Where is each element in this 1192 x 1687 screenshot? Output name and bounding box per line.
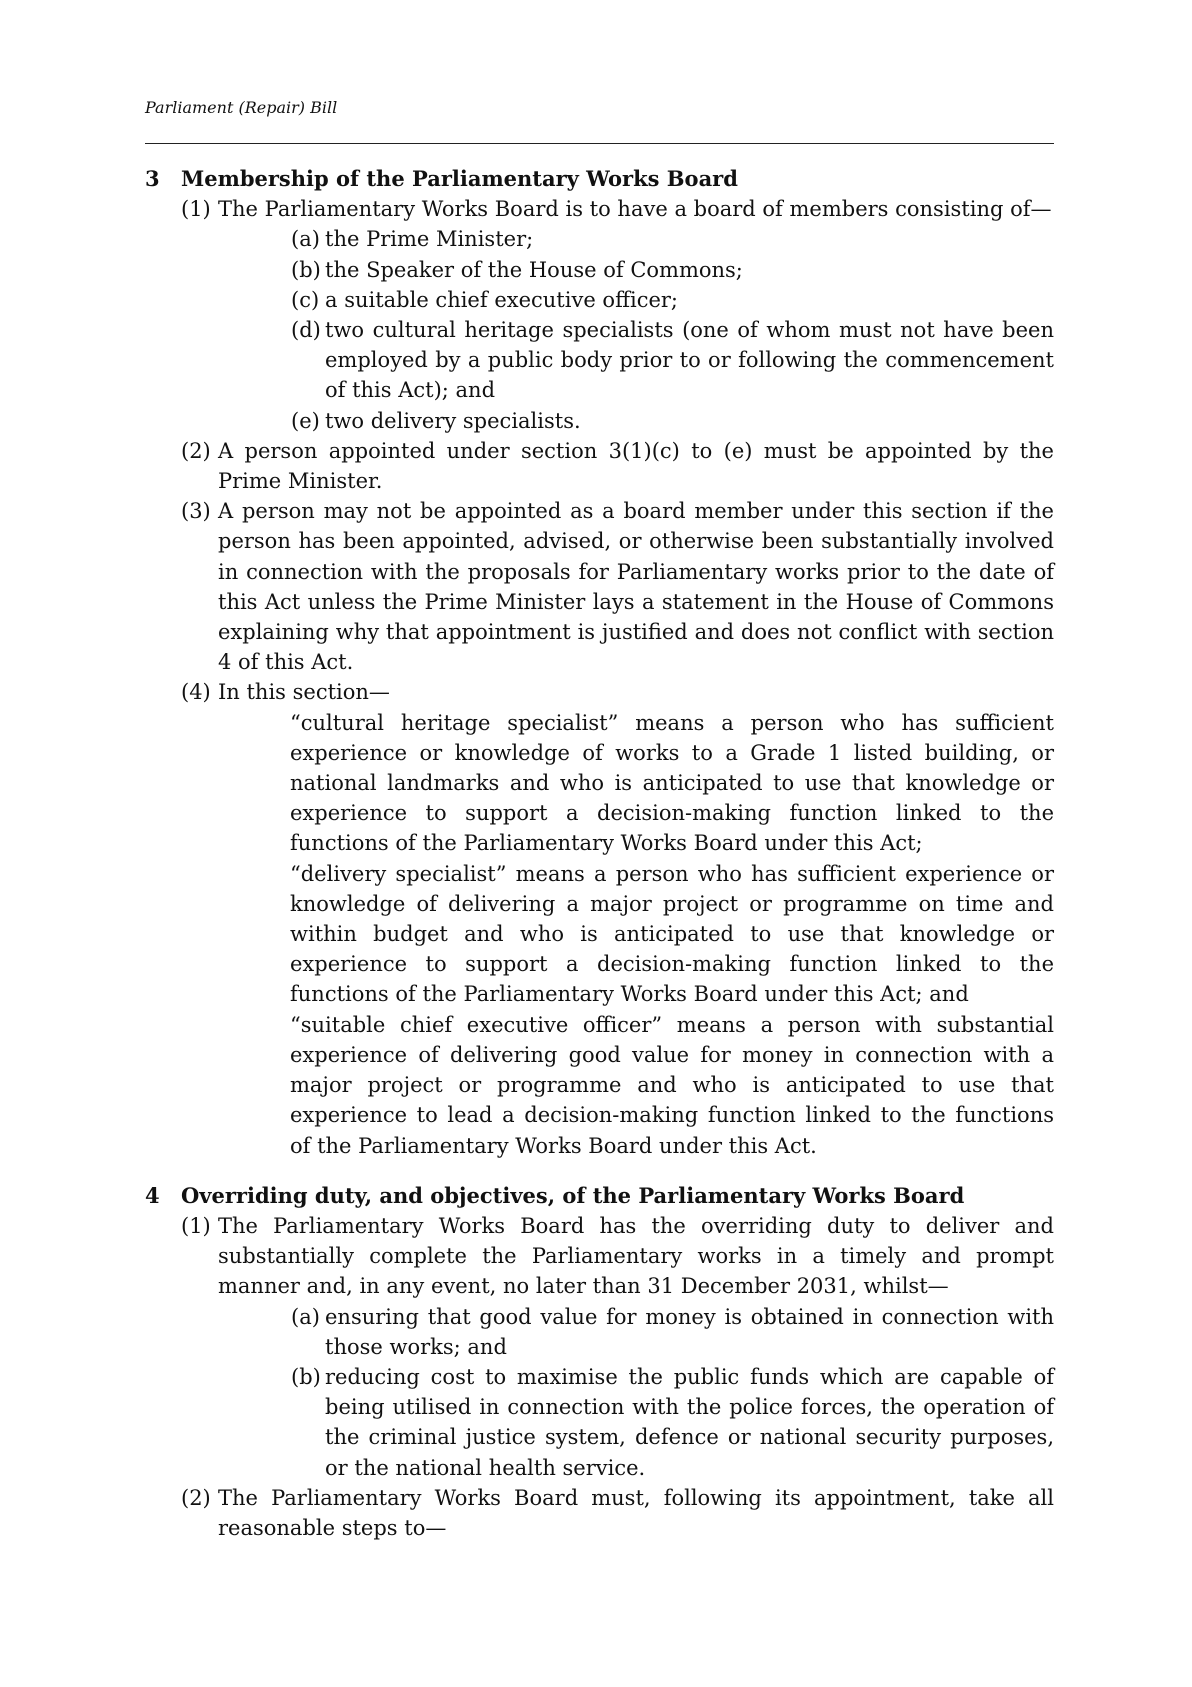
paragraph-number: (d) (291, 318, 321, 343)
paragraph-text: two delivery specialists. (325, 408, 581, 433)
paragraph-text: the Prime Minister; (325, 227, 534, 252)
section-3 (145, 164, 1054, 1161)
paragraph (145, 315, 1054, 406)
subsection-text: A person may not be appointed as a board member under this section if the person has been appointed, advised, or otherwise been substantially involved in connection with the proposals for Parliamentary works prior to the date of this Act unless the Prime Minister lays a statement in the House of Commons explaining why that appointment is justified and does not conflict with section 4 of this Act. (218, 499, 1054, 675)
bill-text (145, 164, 1054, 1543)
paragraph-number: (e) (291, 408, 320, 433)
section-number: 3 (145, 166, 160, 191)
definition: “cultural heritage specialist” means a person who has sufficient experience or knowledge of works to a Grade 1 listed building, or national landmarks and who is anticipated to use that knowledge or experience to support a decision-making function linked to the functions of the Parliamentary Works Board under this Act; (290, 710, 1054, 856)
definition: “suitable chief executive officer” means a person with substantial experience of delivering good value for money in connection with a major project or programme and who is anticipated to use that experience to lead a decision-making function linked to the functions of the Parliamentary Works Board under this Act. (290, 1012, 1054, 1158)
subsection-number: (2) (181, 1485, 211, 1510)
paragraph (145, 255, 1054, 285)
subsection-text: A person appointed under section 3(1)(c) to (e) must be appointed by the Prime Minister. (218, 438, 1054, 494)
paragraph-number: (a) (291, 227, 320, 252)
subsection-text: The Parliamentary Works Board is to have a board of members consisting of— (218, 197, 1052, 222)
subsection (145, 436, 1054, 496)
subsection-number: (1) (181, 197, 211, 222)
subsection-text: The Parliamentary Works Board has the overriding duty to deliver and substantially complete the Parliamentary works in a timely and prompt manner and, in any event, no later than 31 December 2031, whilst— (218, 1213, 1054, 1299)
paragraph-text: two cultural heritage specialists (one of whom must not have been employed by a public body prior to or following the commencement of this Act); and (325, 318, 1054, 403)
paragraph-number: (a) (291, 1304, 320, 1329)
paragraph (145, 1302, 1054, 1362)
paragraph (145, 406, 1054, 436)
subsection (145, 1211, 1054, 1302)
subsection (145, 194, 1054, 224)
paragraph (145, 224, 1054, 254)
section-4 (145, 1181, 1054, 1543)
section-number: 4 (145, 1182, 160, 1208)
subsection-text: In this section— (218, 680, 390, 705)
definition: “delivery specialist” means a person who has sufficient experience or knowledge of delivering a major project or programme on time and within budget and who is anticipated to use that knowledge or experience to support a decision-making function linked to the functions of the Parliamentary Works Board under this Act; and (290, 861, 1054, 1007)
subsection (145, 496, 1054, 677)
section-heading (145, 164, 1054, 194)
subsection-number: (1) (181, 1213, 211, 1238)
subsection (145, 677, 1054, 707)
paragraph-number: (b) (291, 257, 321, 282)
running-header: Parliament (Repair) Bill (145, 98, 338, 117)
paragraph-text: reducing cost to maximise the public funds which are capable of being utilised in connection with the police forces, the operation of the criminal justice system, defence or national security purposes, or the national health service. (325, 1364, 1054, 1480)
paragraph-text: the Speaker of the House of Commons; (325, 257, 743, 282)
subsection-number: (4) (181, 680, 211, 705)
section-heading (145, 1181, 1054, 1211)
paragraph (145, 1362, 1054, 1483)
subsection (145, 1483, 1054, 1543)
paragraph (145, 285, 1054, 315)
section-title: Overriding duty, and objectives, of the Parliamentary Works Board (181, 1182, 965, 1208)
section-title: Membership of the Parliamentary Works Board (181, 166, 738, 191)
paragraph-text: ensuring that good value for money is obtained in connection with those works; and (325, 1304, 1054, 1359)
header-rule (145, 143, 1054, 144)
paragraph-number: (c) (291, 287, 320, 312)
paragraph-text: a suitable chief executive officer; (325, 287, 679, 312)
paragraph-number: (b) (291, 1364, 321, 1389)
subsection-number: (2) (181, 438, 211, 463)
subsection-number: (3) (181, 499, 211, 524)
subsection-text: The Parliamentary Works Board must, following its appointment, take all reasonable steps to— (218, 1485, 1054, 1540)
